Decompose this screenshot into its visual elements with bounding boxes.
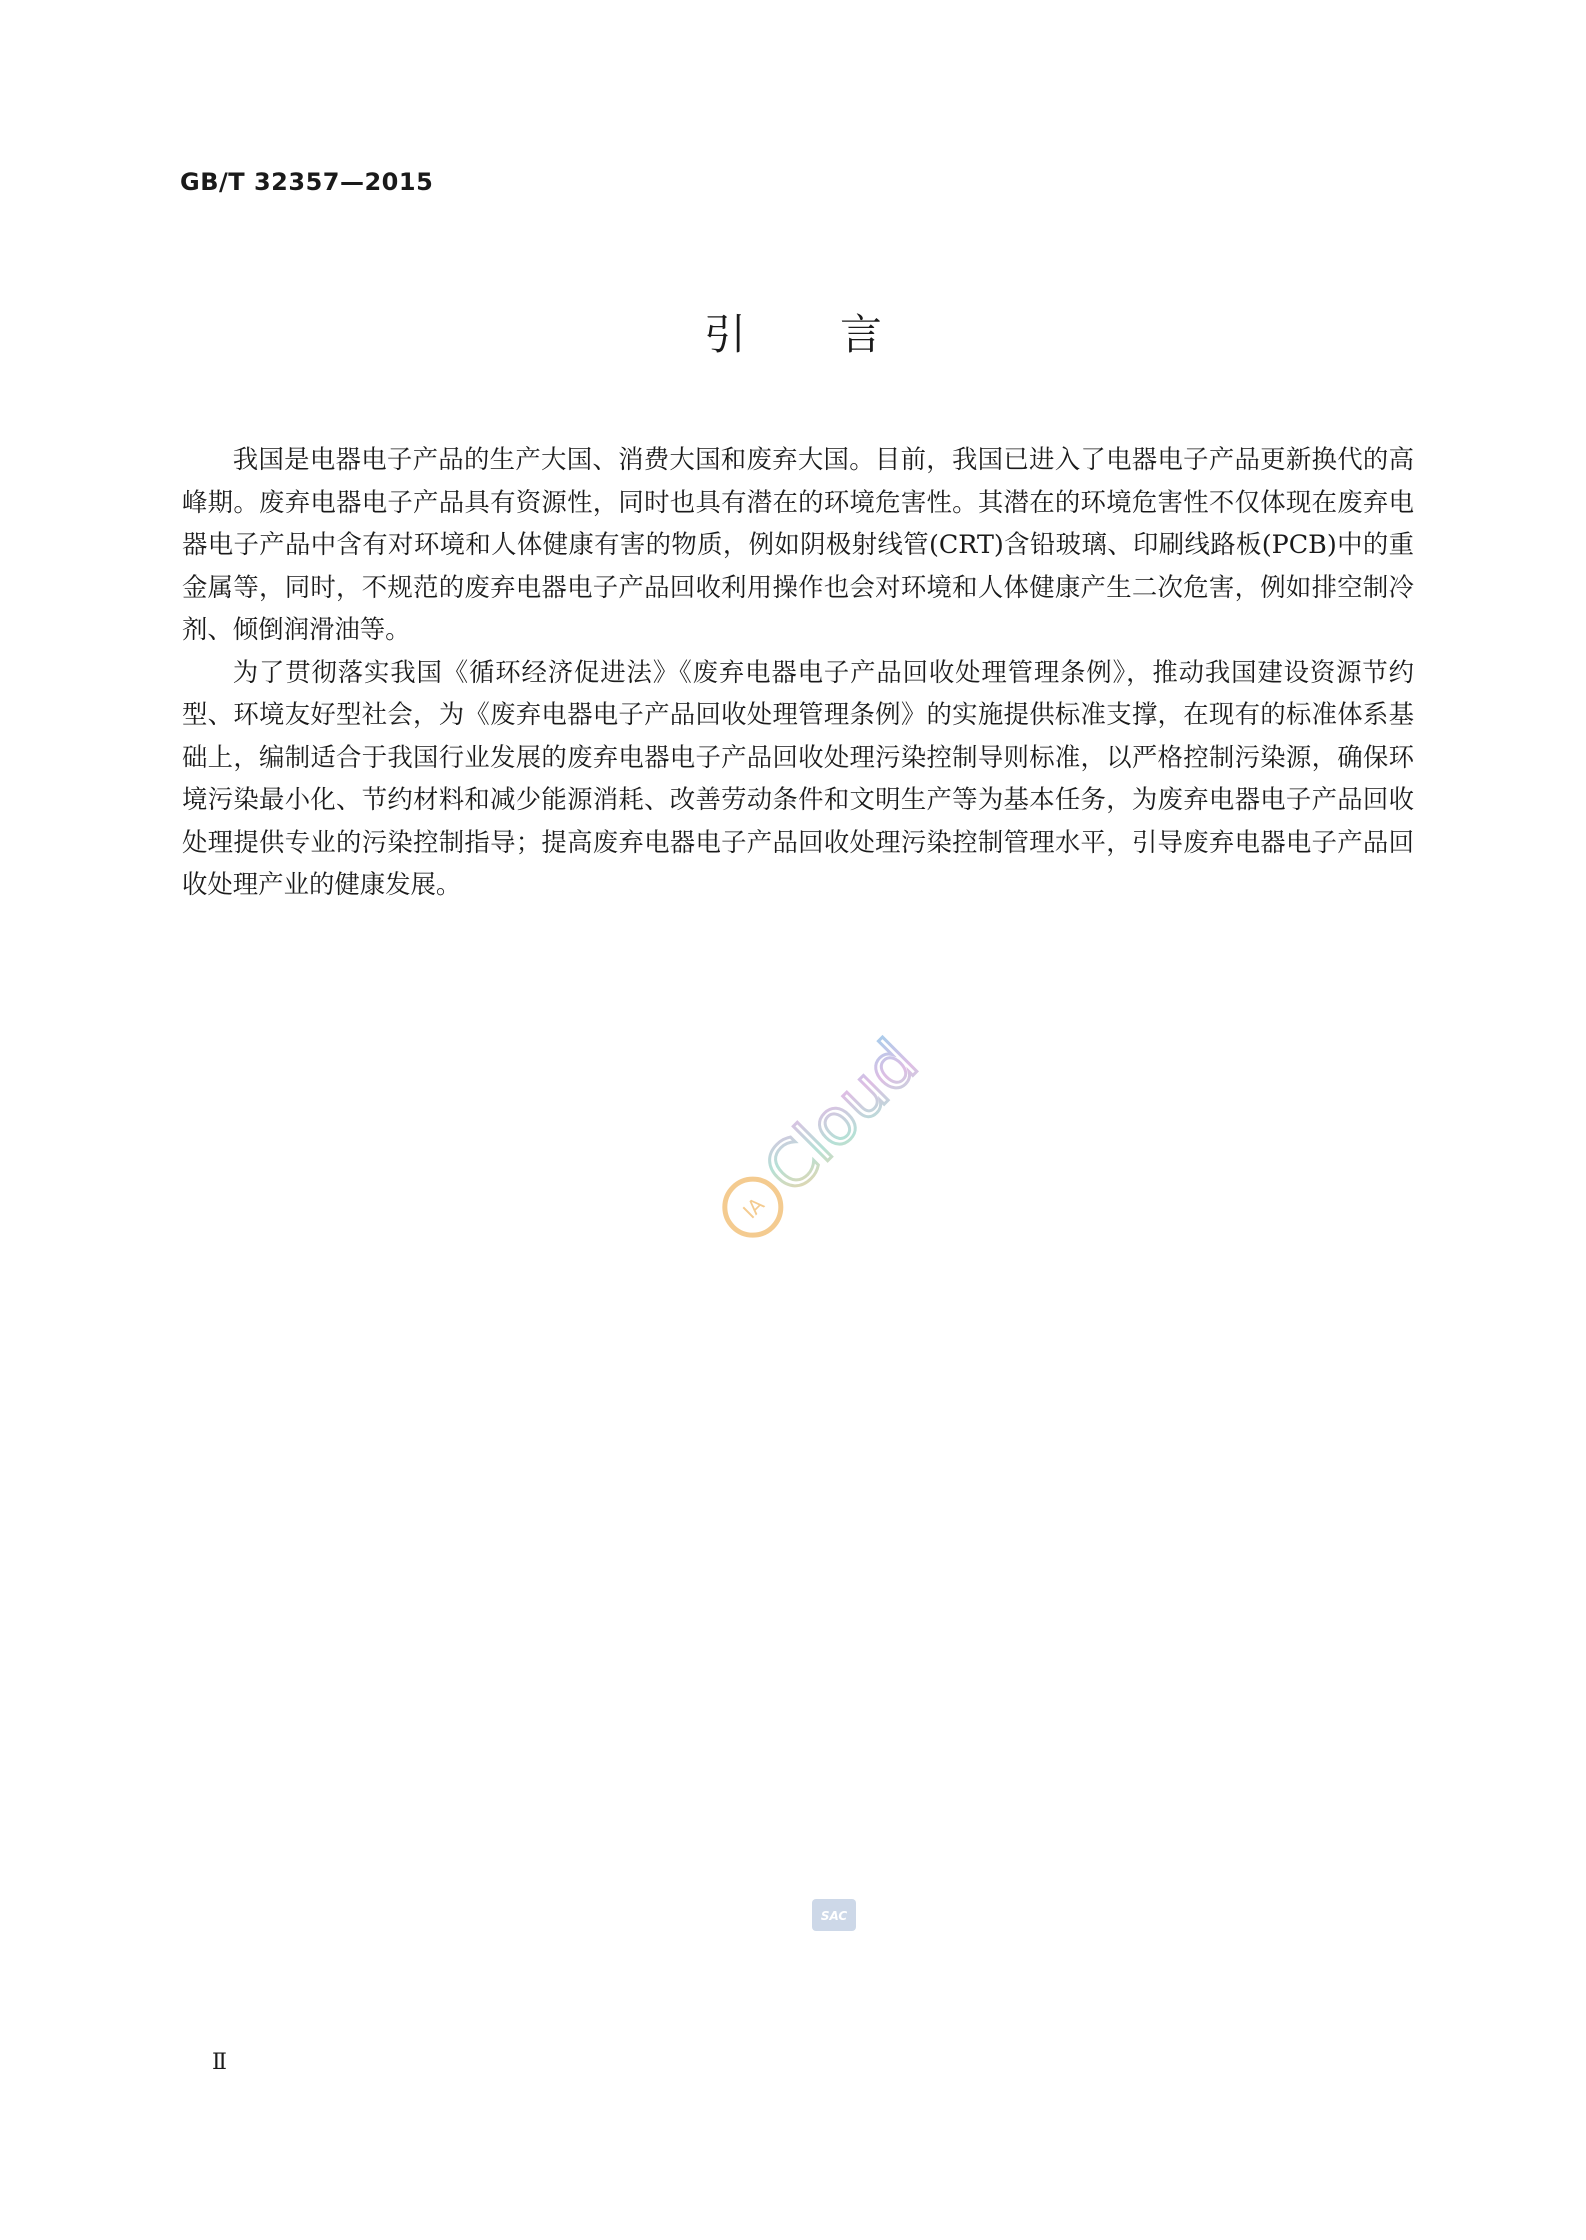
watermark-text: Cloud bbox=[750, 1026, 933, 1208]
sac-logo-text: SAC bbox=[820, 1909, 848, 1923]
standard-number: GB/T 32357—2015 bbox=[180, 168, 434, 196]
watermark-badge-text: IA bbox=[738, 1192, 769, 1224]
page-number: Ⅱ bbox=[212, 2050, 227, 2075]
sac-logo bbox=[810, 1896, 858, 1934]
section-title: 引言 bbox=[703, 310, 976, 359]
paragraph-1: 我国是电器电子产品的生产大国、消费大国和废弃大国。目前，我国已进入了电器电子产品更新换代的高峰期。废弃电器电子产品具有资源性，同时也具有潜在的环境危害性。其潜在的环境危害性不仅体现在废弃电器电子产品中含有对环境和人体健康有害的物质，例如阴极射线管(CRT)含铅玻璃、印刷线路板(PCB)中的重金属等，同时，不规范的废弃电器电子产品回收利用操作也会对环境和人体健康产生二次危害，例如排空制冷剂、倾倒润滑油等。 bbox=[182, 444, 1414, 644]
paragraph-2: 为了贯彻落实我国《循环经济促进法》《废弃电器电子产品回收处理管理条例》，推动我国建设资源节约型、环境友好型社会，为《废弃电器电子产品回收处理管理条例》的实施提供标准支撑，在现有的标准体系基础上，编制适合于我国行业发展的废弃电器电子产品回收处理污染控制导则标准，以严格控制污染源，确保环境污染最小化、节约材料和减少能源消耗、改善劳动条件和文明生产等为基本任务，为废弃电器电子产品回收处理提供专业的污染控制指导；提高废弃电器电子产品回收处理污染控制管理水平，引导废弃电器电子产品回收处理产业的健康发展。 bbox=[182, 656, 1414, 899]
body-text bbox=[182, 438, 1414, 906]
watermark-logo bbox=[690, 1010, 950, 1270]
